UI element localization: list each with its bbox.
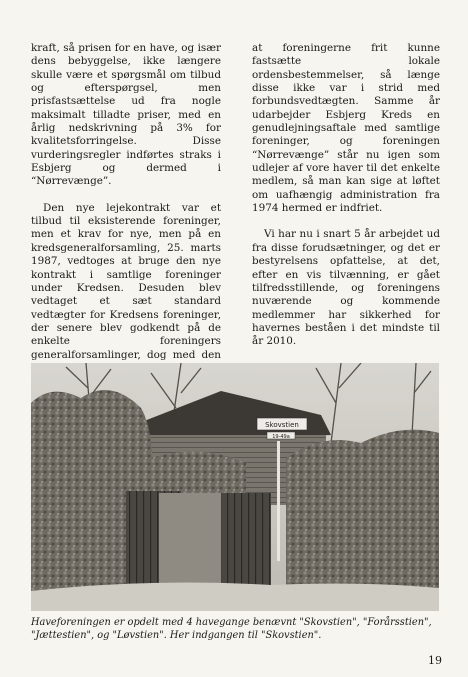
street-sign-text: Skovstien bbox=[265, 421, 299, 429]
right-hedge bbox=[286, 430, 439, 588]
photo-illustration bbox=[31, 363, 439, 611]
left-paragraph-1: kraft, så prisen for en have, og især dens bebyggelse, ikke længere skulle være et spørgsmål om tilbud og efterspørgsel, men prisfastsættelse ud fra nogle maksimalt tilladte priser, med en årlig nedskrivning på 3% for kvalitetsforringelse. Disse vurderingsregler indførtes straks i Esbjerg og dermed i “Nørrevænge”. bbox=[31, 42, 221, 188]
right-text-column bbox=[252, 42, 440, 362]
right-paragraph-2: Vi har nu i snart 5 år arbejdet ud fra disse forudsætninger, og det er bestyrelsens opfattelse, at det, efter en vis tilvænning, er gået tilfredsstillende, og foreningens nuværende og kommende medlemmer har sikkerhed for havernes beståen i det mindste til år 2010. bbox=[252, 228, 440, 348]
garden-entrance-photo bbox=[31, 363, 439, 611]
sign-post bbox=[277, 441, 280, 561]
left-paragraph-2: Den nye lejekontrakt var et tilbud til eksisterende foreninger, men et krav for nye, men på en kredsgeneralforsamling, 25. marts 1987, vedtoges at bruge den nye kontrakt i samtlige foreninger under Kredsen. Desuden blev vedtaget et sæt standard vedtægter for Kredsens foreninger, der senere blev godkendt på de enkelte foreningers generalforsamlinger, dog med den bbox=[31, 201, 221, 361]
page-number: 19 bbox=[428, 654, 442, 667]
gate-right-leaf bbox=[219, 493, 271, 588]
path-opening bbox=[159, 493, 221, 593]
right-paragraph-1: at foreningerne frit kunne fastsætte lokale ordensbestemmelser, så længe disse ikke var i strid med forbundsvedtægten. Samme år udarbejder Esbjerg Kreds en genudlejningsaftale med samtlige foreninger, og foreningen “Nørrevænge” står nu igen som udlejer af vore haver til det enkelte medlem, så man kan sige at løftet om uafhængig administration fra 1974 hermed er indfriet. bbox=[252, 42, 440, 215]
ground-path bbox=[31, 583, 439, 611]
photo-caption: Haveforeningen er opdelt med 4 havegange benævnt "Skovstien", "Forårsstien", "Jættestien", og "Løvstien". Her indgangen til "Skovstien". bbox=[31, 617, 432, 641]
left-text-column bbox=[31, 42, 221, 388]
house-number-text: 19-49a bbox=[272, 434, 290, 440]
